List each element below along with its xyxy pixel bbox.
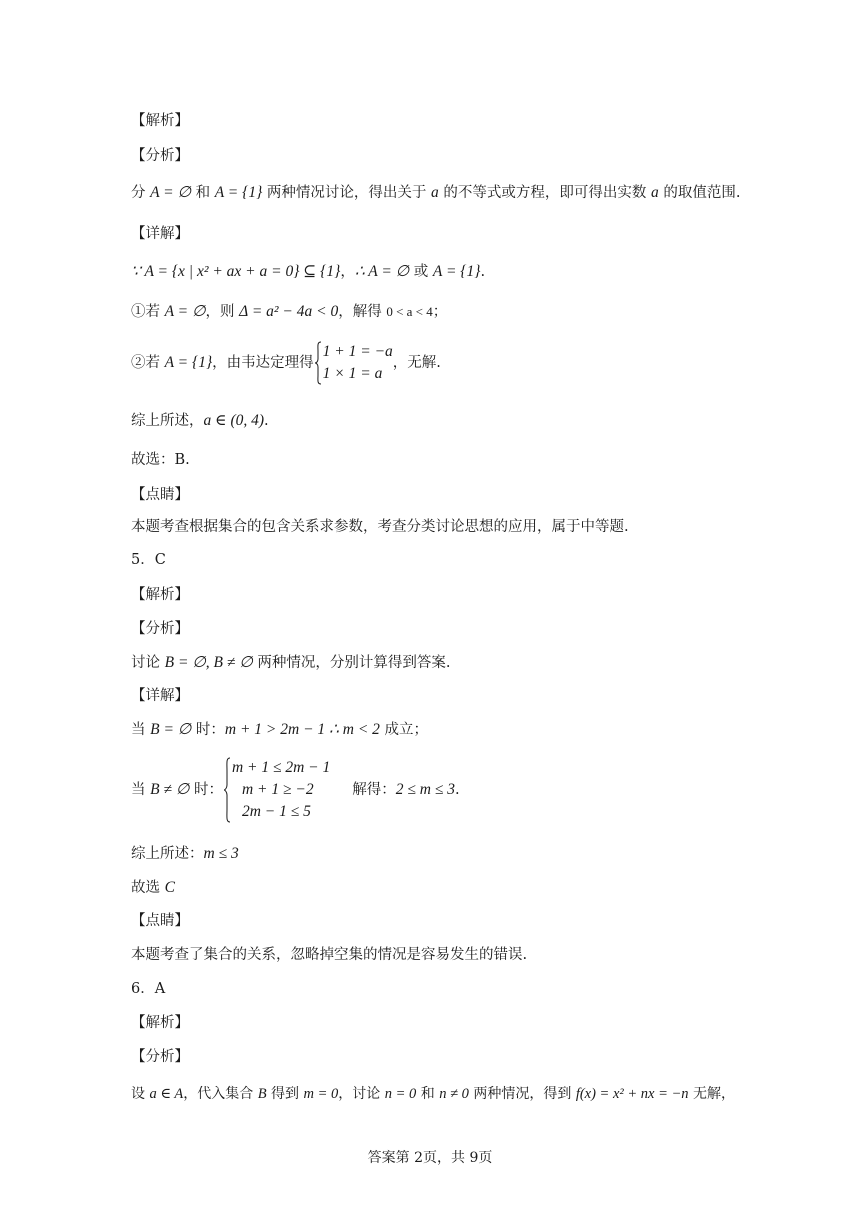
section-heading-fenxi: 【分析】	[131, 1049, 189, 1065]
section-heading-jiexi: 【解析】	[131, 587, 189, 603]
analysis-text: 设 a ∈ A，代入集合 B 得到 m = 0，讨论 n = 0 和 n ≠ 0 两种情况，得到 f(x) = x² + nx = −n 无解，	[131, 1086, 735, 1102]
left-brace-icon	[223, 757, 231, 823]
page-footer: 答案第 2页，共 9页	[367, 1150, 493, 1166]
comment-text: 本题考查根据集合的包含关系求参数，考查分类讨论思想的应用，属于中等题.	[131, 519, 629, 535]
section-heading-xiangjie: 【详解】	[131, 688, 189, 704]
section-heading-fenxi: 【分析】	[131, 148, 189, 164]
answer-text: 故选：B.	[131, 452, 190, 468]
solution-step: 当 B ≠ ∅ 时： m + 1 ≤ 2m − 1 m + 1 ≥ −2 2m − 1 ≤ 5 解得：2 ≤ m ≤ 3.	[131, 757, 460, 823]
solution-step: ②若 A = {1}，由韦达定理得 1 + 1 = −a 1 × 1 = a ，无解.	[131, 341, 441, 385]
solution-step: ①若 A = ∅，则 Δ = a² − 4a < 0，解得 0 < a < 4；	[131, 303, 448, 320]
section-heading-fenxi: 【分析】	[131, 621, 189, 637]
left-brace-icon	[314, 341, 322, 385]
solution-step: ∵ A = {x | x² + ax + a = 0} ⊆ {1}，∴ A = ∅ 或 A = {1}.	[131, 263, 486, 280]
equation-system: 1 + 1 = −a 1 × 1 = a	[314, 341, 393, 385]
section-heading-jiexi: 【解析】	[131, 1015, 189, 1031]
comment-text: 本题考查了集合的关系，忽略掉空集的情况是容易发生的错误.	[131, 947, 528, 963]
solution-step: 当 B = ∅ 时：m + 1 > 2m − 1 ∴ m < 2 成立；	[131, 721, 429, 738]
question-number: 5．C	[131, 552, 166, 568]
section-heading-xiangjie: 【详解】	[131, 226, 189, 242]
summary-text: 综上所述：m ≤ 3	[131, 845, 239, 862]
answer-text: 故选 C	[131, 879, 175, 896]
inequality-system: m + 1 ≤ 2m − 1 m + 1 ≥ −2 2m − 1 ≤ 5	[223, 757, 330, 823]
section-heading-jiexi: 【解析】	[131, 113, 189, 129]
analysis-text: 讨论 B = ∅, B ≠ ∅ 两种情况，分别计算得到答案.	[131, 654, 451, 671]
section-heading-dianjing: 【点睛】	[131, 913, 189, 929]
question-number: 6．A	[131, 981, 166, 997]
analysis-text: 分 A = ∅ 和 A = {1} 两种情况讨论，得出关于 a 的不等式或方程，即可得出实数 a 的取值范围.	[131, 184, 741, 201]
section-heading-dianjing: 【点睛】	[131, 487, 189, 503]
summary-text: 综上所述，a ∈ (0, 4).	[131, 412, 269, 429]
